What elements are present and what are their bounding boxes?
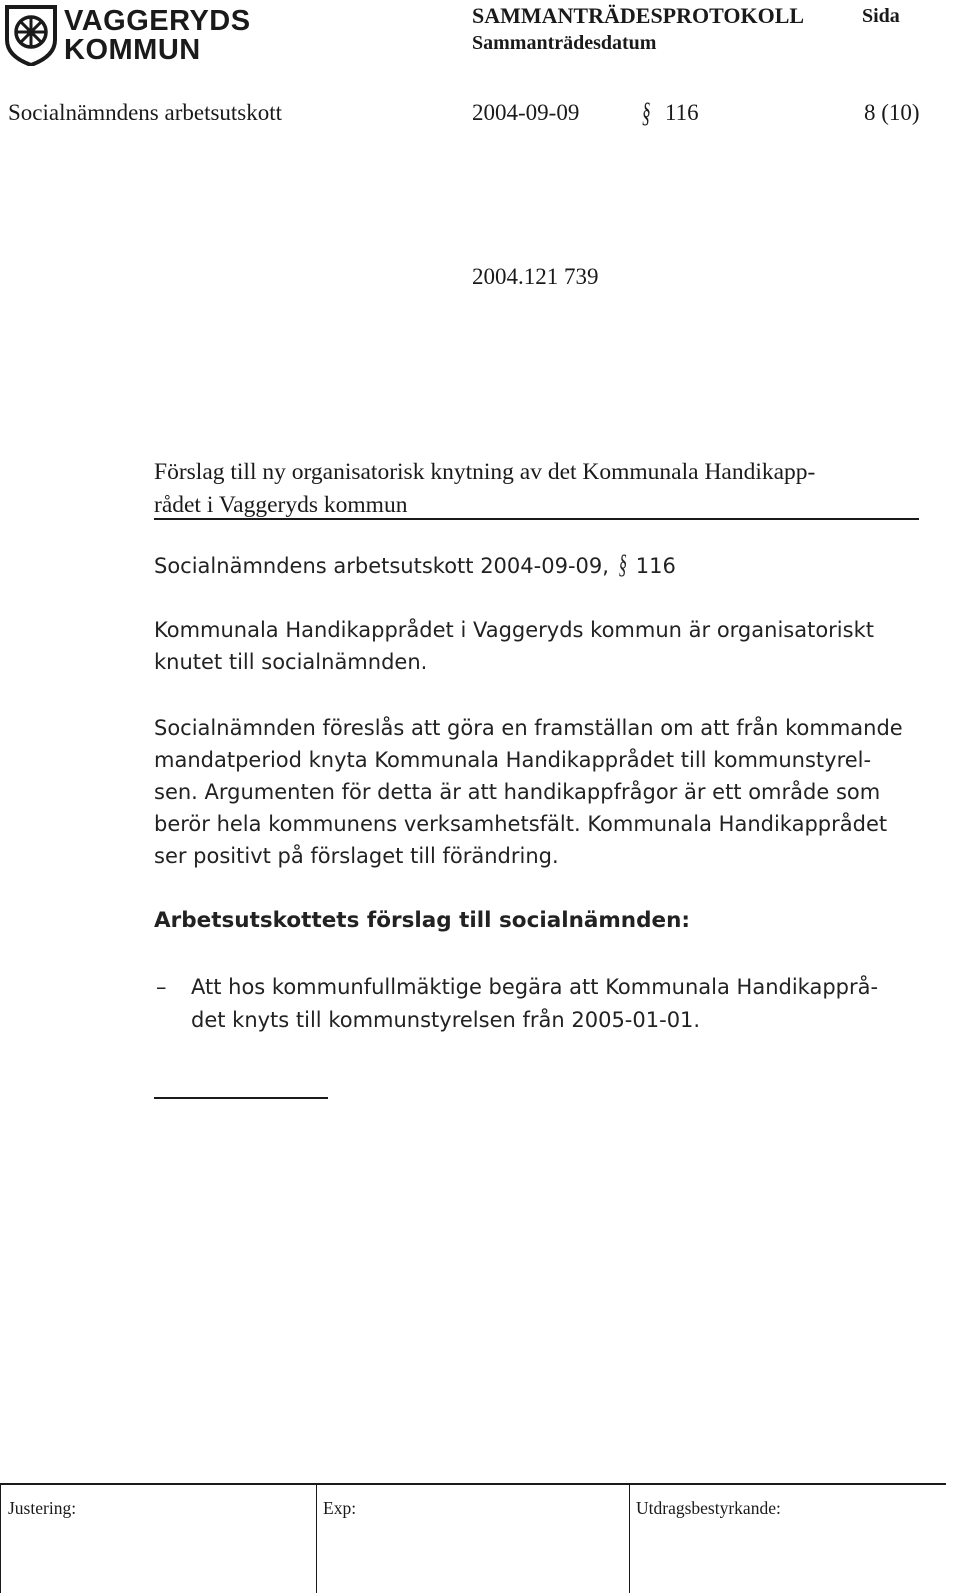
footer-justering-label: Justering: xyxy=(8,1498,77,1518)
footer-cell-justering xyxy=(0,1483,1,1593)
diary-number: 2004.121 739 xyxy=(472,264,599,289)
end-rule xyxy=(154,1097,328,1099)
reference-text: Socialnämndens arbetsutskott 2004-09-09, xyxy=(154,554,616,578)
emblem-icon xyxy=(4,4,58,66)
bullet-line-2: det knyts till kommunstyrelsen från 2005-01-01. xyxy=(191,1008,701,1032)
footer-divider xyxy=(0,1483,946,1485)
logo-line-1: VAGGERYDS xyxy=(64,5,251,37)
footer-cell-exp xyxy=(316,1483,317,1593)
paragraph-1-line-2: knutet till socialnämnden. xyxy=(154,650,428,674)
reference-section-mark: § xyxy=(618,549,627,579)
title-underline xyxy=(154,518,919,520)
municipality-logo xyxy=(4,2,251,68)
paragraph-2-line-3: sen. Argumenten för detta är att handikappfrågor är ett område som xyxy=(154,780,881,804)
paragraph-2-line-2: mandatperiod knyta Kommunala Handikapprådet till kommunstyrel- xyxy=(154,748,872,772)
logo-line-2: KOMMUN xyxy=(64,34,201,66)
footer-exp-label: Exp: xyxy=(323,1498,357,1518)
footer-utdrag-label: Utdragsbestyrkande: xyxy=(636,1498,781,1518)
bullet-line-1: Att hos kommunfullmäktige begära att Kommunala Handikapprå- xyxy=(191,975,879,999)
title-line-1: Förslag till ny organisatorisk knytning av det Kommunala Handikapp- xyxy=(154,459,816,485)
footer-cell-utdrag xyxy=(629,1483,630,1593)
bullet-dash: – xyxy=(156,975,167,999)
paragraph-1-line-1: Kommunala Handikapprådet i Vaggeryds kommun är organisatoriskt xyxy=(154,618,874,642)
reference-line xyxy=(154,549,676,579)
document-type: SAMMANTRÄDESPROTOKOLL xyxy=(472,3,805,28)
meeting-date: 2004-09-09 xyxy=(472,100,580,125)
proposal-heading: Arbetsutskottets förslag till socialnämnden: xyxy=(154,908,690,933)
paragraph-2-line-1: Socialnämnden föreslås att göra en framställan om att från kommande xyxy=(154,716,903,740)
section-mark: § xyxy=(642,98,651,129)
paragraph-2-line-4: berör hela kommunens verksamhetsfält. Kommunala Handikapprådet xyxy=(154,812,888,836)
page-number: 8 (10) xyxy=(864,100,920,125)
reference-section-number: 116 xyxy=(629,554,676,578)
title-line-2: rådet i Vaggeryds kommun xyxy=(154,492,408,518)
committee-name: Socialnämndens arbetsutskott xyxy=(8,100,283,125)
section-number: 116 xyxy=(665,100,699,125)
page-label: Sida xyxy=(862,5,900,27)
date-label: Sammanträdesdatum xyxy=(472,32,657,54)
paragraph-2-line-5: ser positivt på förslaget till förändring. xyxy=(154,844,559,868)
